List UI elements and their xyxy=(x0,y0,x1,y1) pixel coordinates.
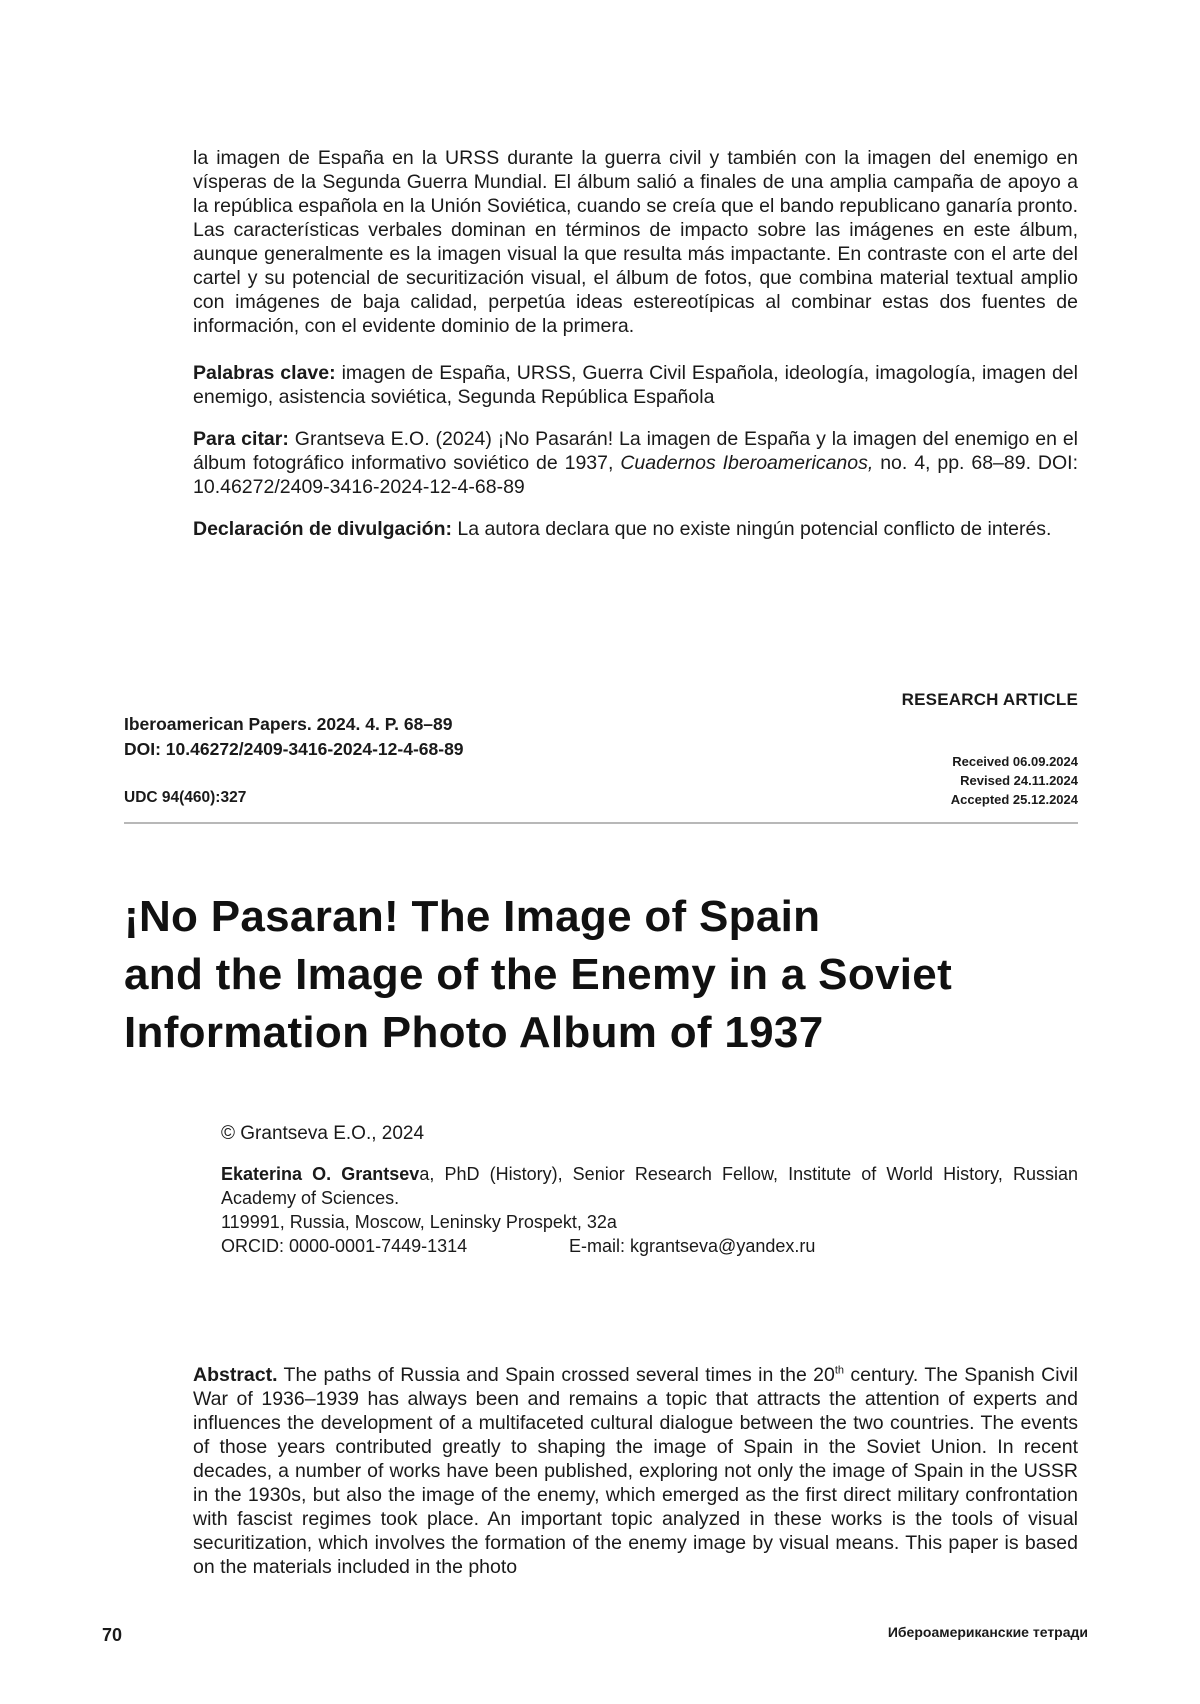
keywords-label: Palabras clave: xyxy=(193,362,336,384)
running-head: Ибероамериканские тетради xyxy=(887,1624,1088,1640)
citation-text-after: no. 4, pp. 68–89. DOI: 10.46272/2409-3416-2024-12-4-68-89 xyxy=(193,452,1078,498)
received-date: Received 06.09.2024 xyxy=(952,754,1078,769)
citation-text: Grantseva E.O. (2024) ¡No Pasarán! La imagen de España y la imagen del enemigo en el álbum fotográfico informativo soviético de 1937, xyxy=(193,428,1079,474)
abstract-label: Abstract. xyxy=(193,1364,278,1386)
article-type: RESEARCH ARTICLE xyxy=(901,690,1078,709)
journal-reference: Iberoamerican Papers. 2024. 4. P. 68–89 xyxy=(124,714,453,734)
page-number: 70 xyxy=(102,1625,123,1645)
author-description: , PhD (History), Senior Research Fellow, Institute of World History, Russian Academy of Sciences. xyxy=(221,1164,1078,1208)
author-name-suffix: a xyxy=(419,1164,430,1184)
abstract-text-continued: century. The Spanish Civil War of 1936–1939 has always been and remains a topic that attracts the attention of experts and influences the development of a multifaceted cultural dialogue between the two countries. The events of those years contributed greatly to shaping the image of Spain in the Soviet Union. In recent decades, a number of works have been published, exploring not only the image of Spain in the USSR in the 1930s, but also the image of the enemy, which emerged as the first direct military confrontation with fascist regimes took place. An important topic analyzed in these works is the tools of visual securitization, which involves the formation of the enemy image by visual means. This paper is based on the materials included in the photo xyxy=(193,1364,1078,1578)
author-orcid: ORCID: 0000-0001-7449-1314 xyxy=(221,1236,468,1256)
keywords-block xyxy=(193,361,1078,409)
citation-block xyxy=(193,427,1078,499)
udc: UDC 94(460):327 xyxy=(124,789,247,806)
abstract-superscript: th xyxy=(834,1364,845,1377)
author-name: Ekaterina O. Grantsev xyxy=(221,1164,420,1184)
abstract-text: The paths of Russia and Spain crossed several times in the 20 xyxy=(283,1364,835,1386)
doi: DOI: 10.46272/2409-3416-2024-12-4-68-89 xyxy=(124,739,464,759)
disclosure-block xyxy=(193,517,1078,541)
revised-date: Revised 24.11.2024 xyxy=(960,773,1078,788)
keywords-text: imagen de España, URSS, Guerra Civil Española, ideología, imagología, imagen del enemigo, asistencia soviética, Segunda República Española xyxy=(193,362,1078,408)
article-dates xyxy=(951,752,1078,809)
author-info xyxy=(221,1162,1078,1258)
abstract xyxy=(193,1363,1078,1579)
title-line: ¡No Pasaran! The Image of Spain xyxy=(124,892,821,941)
accepted-date: Accepted 25.12.2024 xyxy=(950,792,1078,807)
author-address: 119991, Russia, Moscow, Leninsky Prospekt, 32a xyxy=(221,1212,617,1232)
title-line: Information Photo Album of 1937 xyxy=(124,1008,824,1057)
author-email: E-mail: kgrantseva@yandex.ru xyxy=(569,1236,816,1256)
citation-label: Para citar: xyxy=(193,428,289,450)
title-line: and the Image of the Enemy in a Soviet xyxy=(124,950,953,999)
copyright: © Grantseva E.O., 2024 xyxy=(221,1123,425,1144)
author-contacts xyxy=(221,1234,1078,1258)
resumen-continuation: la imagen de España en la URSS durante la guerra civil y también con la imagen del enemigo en vísperas de la Segunda Guerra Mundial. El álbum salió a finales de una amplia campaña de apoyo a la república española en la Unión Soviética, cuando se creía que el bando republicano ganaría pronto. Las características verbales dominan en términos de impacto sobre las imágenes en este álbum, aunque generalmente es la imagen visual la que resulta más impactante. En contraste con el arte del cartel y su potencial de securitización visual, el álbum de fotos, que combina material textual amplio con imágenes de baja calidad, perpetúa ideas estereotípicas al combinar estas dos fuentes de información, con el evidente dominio de la primera. xyxy=(193,147,1078,337)
disclosure-text: La autora declara que no existe ningún potencial conflicto de interés. xyxy=(457,518,1052,540)
article-title xyxy=(124,888,1078,1062)
author-affiliation xyxy=(221,1162,1078,1210)
disclosure-label: Declaración de divulgación: xyxy=(193,518,452,540)
header-divider xyxy=(124,822,1078,824)
citation-journal: Cuadernos Iberoamericanos, xyxy=(620,452,874,474)
